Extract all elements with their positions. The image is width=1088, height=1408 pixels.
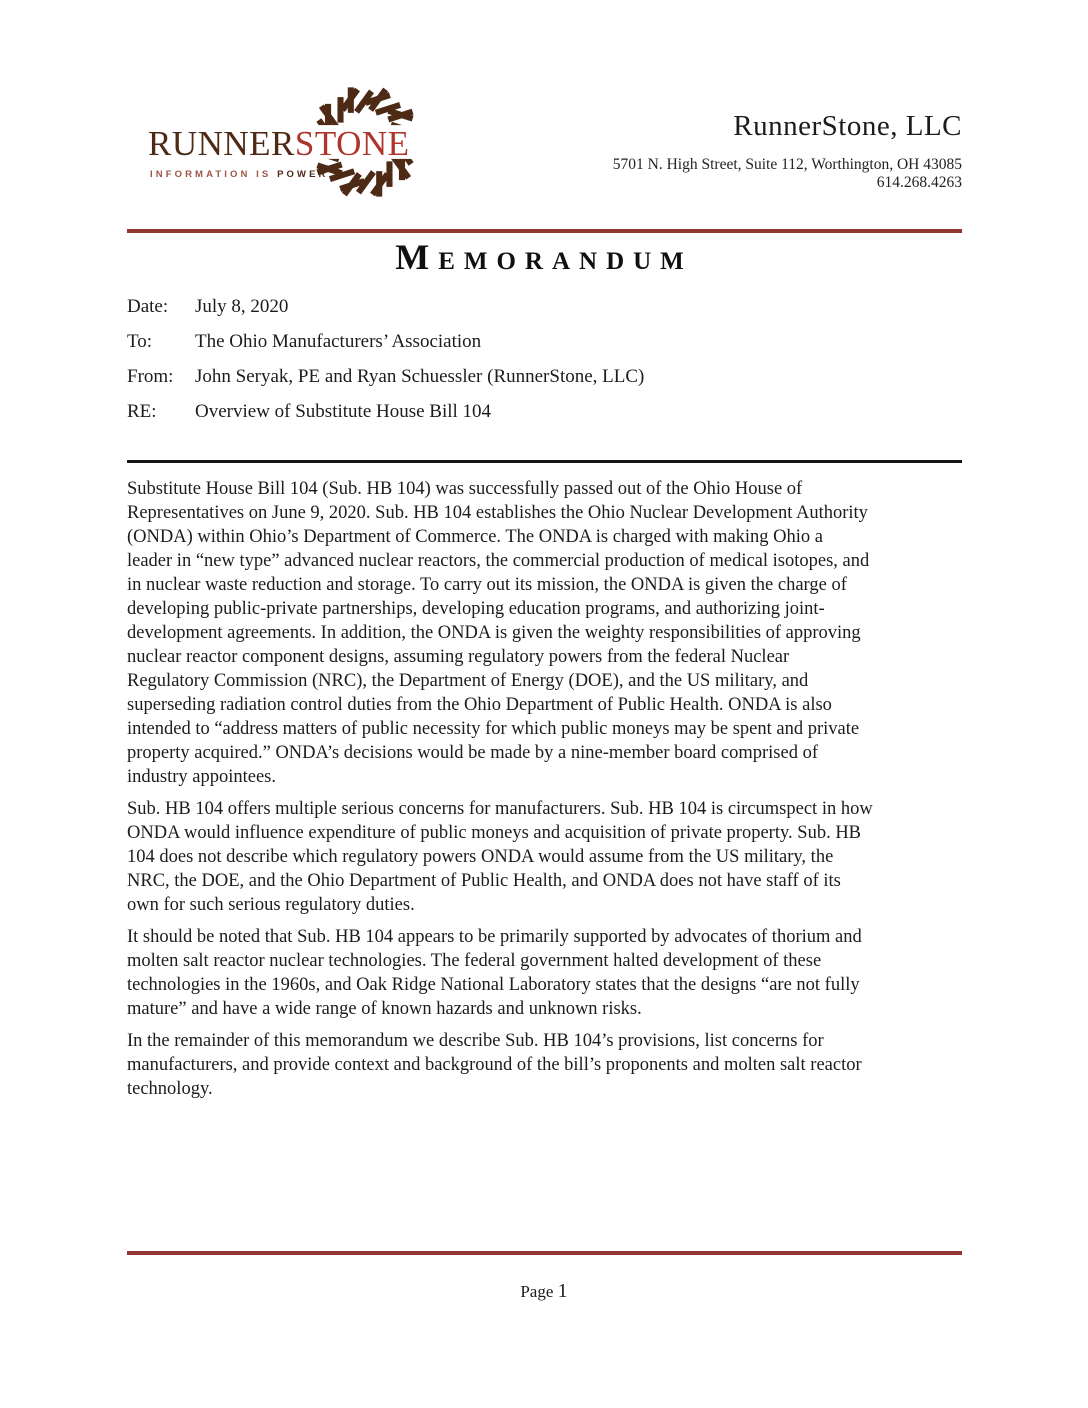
paragraph-line: own for such serious regulatory duties. [127,895,415,915]
company-name: RunnerStone, LLC [733,110,962,142]
meta-row [127,401,644,422]
meta-value: July 8, 2020 [195,296,289,317]
meta-divider-rule [127,460,962,463]
paragraph-line: 104 does not describe which regulatory powers ONDA would assume from the US military, the [127,847,834,867]
meta-row [127,331,644,352]
paragraph [127,797,969,917]
meta-value: The Ohio Manufacturers’ Association [195,331,482,352]
paragraph-line: Regulatory Commission (NRC), the Department of Energy (DOE), and the US military, and [127,671,809,691]
company-phone: 614.268.4263 [876,174,962,191]
paragraph-line: Substitute House Bill 104 (Sub. HB 104) was successfully passed out of the Ohio House of [127,479,803,499]
memo-body [127,477,969,1109]
runnerstone-logo [140,90,440,218]
page-number: 1 [557,1280,568,1302]
meta-label: From: [127,366,174,387]
paragraph-line: development agreements. In addition, the ONDA is given the weighty responsibilities of approving [127,623,861,643]
header-divider-rule [127,229,962,233]
paragraph-line: mature” and have a wide range of known hazards and unknown risks. [127,999,642,1019]
letterhead-contact-block [613,110,962,192]
memo-title: Memorandum [395,237,693,277]
paragraph-line: manufacturers, and provide context and background of the bill’s proponents and molten salt reactor [127,1055,862,1075]
company-street-address: 5701 N. High Street, Suite 112, Worthington, OH 43085 [612,156,962,173]
meta-label: To: [127,331,153,352]
meta-row [127,366,644,387]
paragraph [127,925,969,1021]
paragraph-line: developing public-private partnerships, developing education programs, and authorizing joint- [127,599,825,619]
paragraph [127,1029,969,1101]
paragraph-line: NRC, the DOE, and the Ohio Department of Public Health, and ONDA does not have staff of its [127,871,841,891]
paragraph-line: Representatives on June 9, 2020. Sub. HB 104 establishes the Ohio Nuclear Development Authority [127,503,868,523]
footer-divider-rule [127,1251,962,1255]
company-address-block [613,156,962,192]
paragraph-line: nuclear reactor component designs, assuming regulatory powers from the federal Nuclear [127,647,790,667]
tagline-information-is: INFORMATION IS [150,169,272,180]
memo-meta-block [127,296,644,436]
paragraph-line: (ONDA) within Ohio’s Department of Commerce. The ONDA is charged with making Ohio a [127,527,824,547]
paragraph-line: leader in “new type” advanced nuclear reactors, the commercial production of medical isotopes, and [127,551,870,571]
meta-value: Overview of Substitute House Bill 104 [195,401,492,422]
tagline-power: POWER [277,169,329,180]
paragraph-line: technology. [127,1079,213,1099]
paragraph-line: intended to “address matters of public necessity for which public moneys may be spent and private [127,719,860,739]
meta-value: John Seryak, PE and Ryan Schuessler (RunnerStone, LLC) [195,366,645,387]
meta-label: RE: [127,401,157,422]
logo-word-runner: RUNNER [148,124,295,163]
paragraph-line: molten salt reactor nuclear technologies. The federal government halted development of these [127,951,822,971]
paragraph-line: industry appointees. [127,767,277,787]
paragraph-line: Sub. HB 104 offers multiple serious concerns for manufacturers. Sub. HB 104 is circumspect in how [127,799,873,819]
paragraph-line: superseding radiation control duties from the Ohio Department of Public Health. ONDA is also [127,695,832,715]
paragraph-line: technologies in the 1960s, and Oak Ridge National Laboratory states that the designs “are not fully [127,975,860,995]
logo-word-stone: STONE [294,124,410,163]
paragraph-line: ONDA would influence expenditure of public moneys and acquisition of private property. Sub. HB [127,823,862,843]
paragraph-line: property acquired.” ONDA’s decisions would be made by a nine-member board comprised of [127,743,818,763]
paragraph-line: It should be noted that Sub. HB 104 appears to be primarily supported by advocates of thorium and [127,927,862,947]
page-footer [0,1280,1088,1303]
meta-label: Date: [127,296,169,317]
logo-tagline [150,169,328,180]
logo-wordmark [148,124,410,164]
paragraph-line: in nuclear waste reduction and storage. To carry out its mission, the ONDA is given the charge of [127,575,847,595]
paragraph-line: In the remainder of this memorandum we describe Sub. HB 104’s provisions, list concerns for [127,1031,824,1051]
page-label: Page [520,1282,554,1301]
paragraph [127,477,969,789]
meta-row [127,296,644,317]
